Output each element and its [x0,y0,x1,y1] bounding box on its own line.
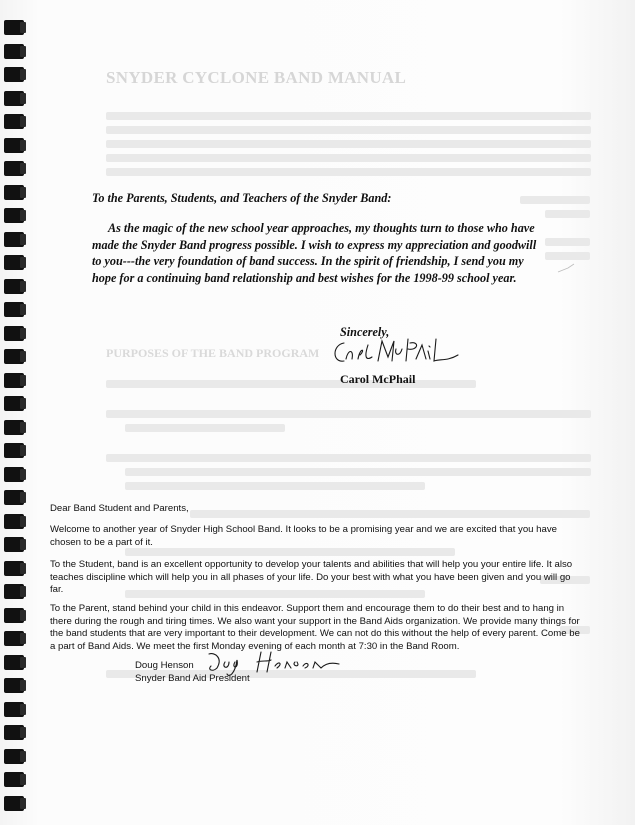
binding-hole [4,208,24,223]
binding-hole [4,44,24,59]
binding-hole [4,114,24,129]
binding-hole [4,91,24,106]
president-letter-greeting: Dear Band Student and Parents, [50,503,189,514]
director-letter-body: As the magic of the new school year approaches, my thoughts turn to those who have made the Snyder Band progress possible. I wish to express my appreciation and goodwill to you---the very foundation of band success. In the spirit of friendship, I send you my hope for a continuing band relationship and best wishes for the 1998-99 school year. [92,221,537,285]
binding-hole [4,67,24,82]
binding-hole [4,349,24,364]
binding-hole [4,537,24,552]
manual-title: SNYDER CYCLONE BAND MANUAL [106,68,407,87]
scan-mark [556,262,576,274]
manual-section-heading: PURPOSES OF THE BAND PROGRAM [106,346,320,360]
president-letter-paragraph-1: Welcome to another year of Snyder High School Band. It looks to be a promising year and we are excited that you have chosen to be a part of it. [50,524,557,548]
president-letter-paragraph-2: To the Student, band is an excellent opportunity to develop your talents and abilities that will help you your entire life. It also teaches discipline which will help you in all phases of your life. Do your best with what you have been given and you will go far. [50,559,573,596]
binding-hole [4,514,24,529]
binding-hole [4,655,24,670]
director-letter-closing: Sincerely, [340,325,390,339]
binding-hole [4,608,24,623]
president-letter-paragraph-3: To the Parent, stand behind your child in this endeavor. Support them and encourage them to do their best and to hang in there during the rough and tiring times. We also want your support in the Band Aids organization. We provide many things for the band students that are very important to their development. We can not do this without the help of every parent. Come be a part of Band Aids. We meet the first Monday evening of each month at 7:30 in the Band Room. [50,603,580,652]
binding-hole [4,490,24,505]
binding-hole [4,302,24,317]
binding-hole [4,420,24,435]
president-signer-name: Doug Henson [135,660,194,671]
director-letter-salutation: To the Parents, Students, and Teachers of the Snyder Band: [92,191,392,205]
binding-hole [4,396,24,411]
binding-hole [4,796,24,811]
binding-hole [4,584,24,599]
binding-hole [4,702,24,717]
spiral-binding [0,0,30,825]
binding-hole [4,561,24,576]
binding-hole [4,20,24,35]
binding-hole [4,772,24,787]
binding-hole [4,279,24,294]
binding-hole [4,678,24,693]
director-signature-image [330,335,465,371]
binding-hole [4,373,24,388]
binding-hole [4,185,24,200]
binding-hole [4,138,24,153]
binding-hole [4,467,24,482]
binding-hole [4,161,24,176]
binding-hole [4,326,24,341]
director-signer-name: Carol McPhail [340,372,416,386]
binding-hole [4,749,24,764]
binding-hole [4,232,24,247]
binding-hole [4,443,24,458]
binding-hole [4,725,24,740]
binding-hole [4,255,24,270]
president-signature-image [205,648,345,680]
binding-hole [4,631,24,646]
president-signer-title: Snyder Band Aid President [135,672,250,684]
